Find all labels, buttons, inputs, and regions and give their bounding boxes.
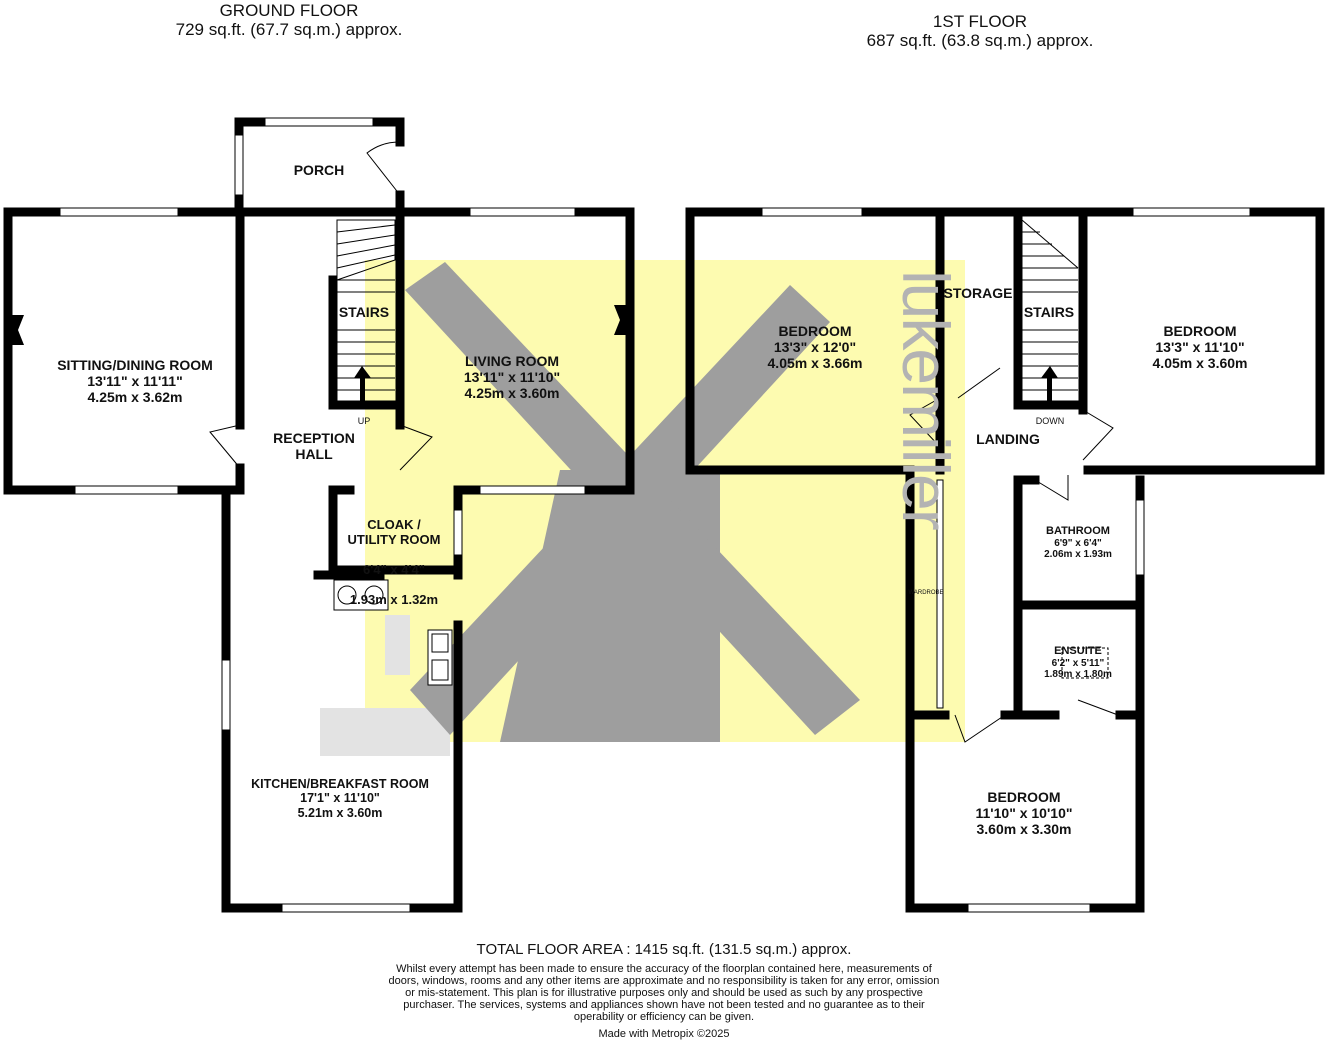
bedroom-3-label	[975, 789, 1072, 837]
kitchen-name: KITCHEN/BREAKFAST ROOM	[251, 777, 429, 791]
disclaimer-text: Whilst every attempt has been made to ensure the accuracy of the floorplan contained here, measurements of doors, windows, rooms and any other items are approximate and no responsibility is taken for any error, omission or mis-statement. This plan is for illustrative purposes only and should be used as such by any prospective purchaser. The services, systems and appliances shown have not been tested and no guarantee as to their operability or efficiency can be given.	[388, 963, 940, 1023]
cloak-room-imperial: 6'4" x 4'4"	[363, 561, 425, 577]
sitting-room-name: SITTING/DINING ROOM	[57, 357, 213, 373]
total-floor-area: TOTAL FLOOR AREA : 1415 sq.ft. (131.5 sq.m.) approx.	[476, 941, 852, 958]
first-floor-area: 687 sq.ft. (63.8 sq.m.) approx.	[866, 30, 1094, 50]
landing-label: LANDING	[976, 431, 1040, 447]
bathroom-name: BATHROOM	[1046, 525, 1110, 537]
reception-hall-label: RECEPTION HALL	[273, 430, 355, 463]
ensuite-metric: 1.89m x 1.80m	[1044, 669, 1112, 681]
stairs-first-label: STAIRS	[1023, 304, 1075, 320]
ensuite-label	[1044, 645, 1112, 681]
bathroom-imperial: 6'9" x 6'4"	[1054, 537, 1102, 549]
first-floor-heading	[867, 13, 1094, 50]
first-floor-name: 1ST FLOOR	[932, 12, 1028, 31]
wardrobe-tag: WARDROBE	[908, 590, 944, 596]
porch-label: PORCH	[293, 162, 345, 178]
sitting-room-label	[57, 357, 213, 405]
cloak-room-name: CLOAK / UTILITY ROOM	[347, 516, 441, 547]
living-room-label	[464, 353, 560, 401]
bedroom-3-name: BEDROOM	[987, 789, 1061, 805]
living-room-name: LIVING ROOM	[464, 353, 560, 369]
bedroom-1-metric: 4.05m x 3.66m	[767, 355, 863, 372]
bathroom-label	[1044, 525, 1112, 561]
sitting-room-imperial: 13'11" x 11'11"	[87, 373, 183, 390]
bedroom-3-imperial: 11'10" x 10'10"	[975, 805, 1073, 822]
kitchen-imperial: 17'1" x 11'10"	[300, 791, 380, 806]
stairs-ground-label: STAIRS	[338, 304, 390, 320]
ensuite-name: ENSUITE	[1054, 645, 1102, 657]
bedroom-2-imperial: 13'3" x 11'10"	[1155, 339, 1245, 356]
bedroom-2-label	[1153, 323, 1248, 371]
sitting-room-metric: 4.25m x 3.62m	[87, 389, 183, 406]
bedroom-1-name: BEDROOM	[778, 323, 852, 339]
cloak-room-label	[348, 503, 441, 623]
stairs-down-tag: DOWN	[1035, 416, 1065, 426]
storage-label: STORAGE	[943, 285, 1013, 301]
living-room-metric: 4.25m x 3.60m	[464, 385, 560, 402]
living-room-imperial: 13'11" x 11'10"	[463, 369, 561, 386]
kitchen-label	[251, 777, 429, 820]
bedroom-2-metric: 4.05m x 3.60m	[1152, 355, 1248, 372]
kitchen-metric: 5.21m x 3.60m	[297, 805, 383, 820]
bedroom-2-name: BEDROOM	[1163, 323, 1237, 339]
watermark-brand-text: lukemiller	[889, 270, 963, 529]
bedroom-3-metric: 3.60m x 3.30m	[976, 821, 1072, 838]
ground-floor-heading	[176, 2, 403, 39]
ground-floor-area: 729 sq.ft. (67.7 sq.m.) approx.	[175, 19, 403, 39]
cloak-room-metric: 1.93m x 1.32m	[349, 591, 439, 607]
ground-floor-name: GROUND FLOOR	[219, 1, 359, 20]
bedroom-1-imperial: 13'3" x 12'0"	[773, 339, 857, 356]
stairs-up-tag: UP	[357, 416, 371, 426]
bathroom-metric: 2.06m x 1.93m	[1044, 549, 1112, 561]
made-with-credit: Made with Metropix ©2025	[598, 1028, 730, 1040]
ensuite-imperial: 6'2" x 5'11"	[1051, 657, 1105, 669]
bedroom-1-label	[768, 323, 863, 371]
